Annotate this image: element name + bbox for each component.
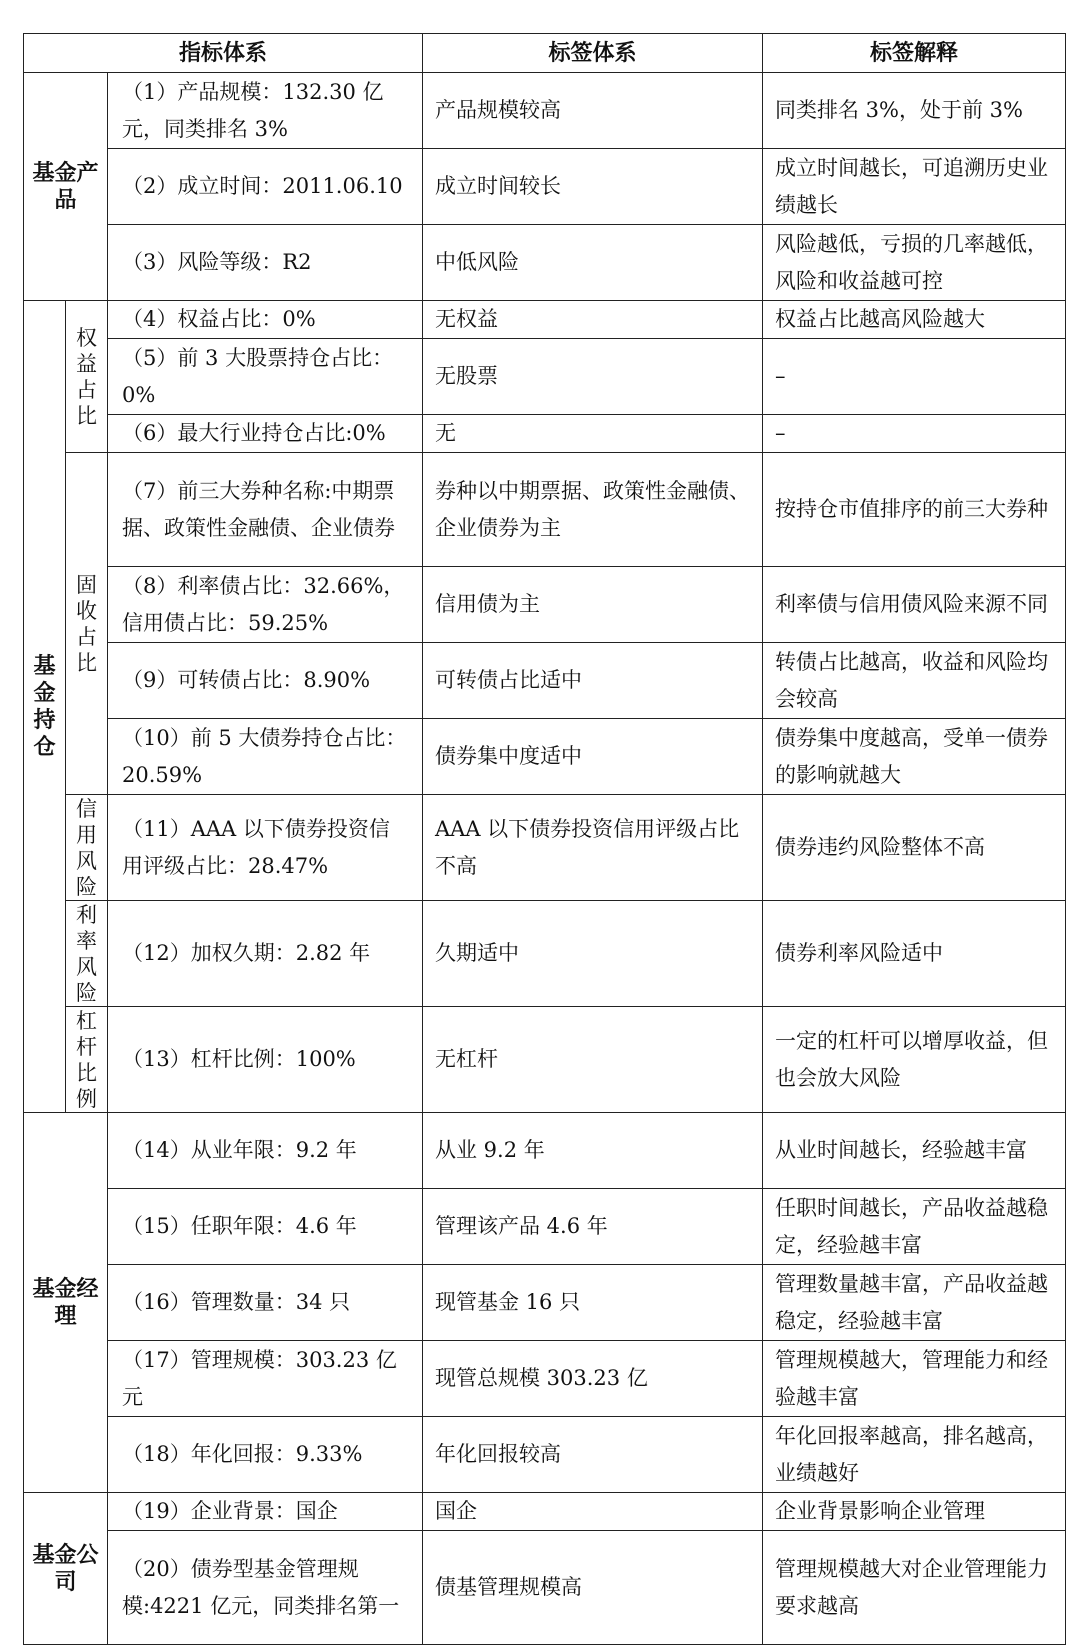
indicator-cell: （6）最大行业持仓占比:0%	[108, 415, 423, 453]
table-row	[24, 795, 1066, 901]
label-cell: 成立时间较长	[423, 149, 763, 225]
explain-cell: 管理数量越丰富，产品收益越稳定，经验越丰富	[763, 1265, 1066, 1341]
label-cell: 国企	[423, 1493, 763, 1531]
header-indicator: 指标体系	[24, 34, 423, 73]
table-row	[24, 1007, 1066, 1113]
table-row	[24, 1265, 1066, 1341]
label-cell: 债券集中度适中	[423, 719, 763, 795]
label-cell: 现管基金 16 只	[423, 1265, 763, 1341]
table-row	[24, 1417, 1066, 1493]
table-row	[24, 1113, 1066, 1189]
table-row	[24, 73, 1066, 149]
explain-cell: 同类排名 3%，处于前 3%	[763, 73, 1066, 149]
label-cell: 无杠杆	[423, 1007, 763, 1113]
explain-cell: –	[763, 415, 1066, 453]
indicator-cell: （15）任职年限：4.6 年	[108, 1189, 423, 1265]
subcategory-equity: 权益占比	[66, 301, 108, 453]
indicator-cell: （17）管理规模：303.23 亿元	[108, 1341, 423, 1417]
indicator-cell: （2）成立时间：2011.06.10	[108, 149, 423, 225]
subcategory-fixed-income: 固收占比	[66, 453, 108, 795]
table-row	[24, 719, 1066, 795]
table-row	[24, 415, 1066, 453]
document-page	[23, 33, 1065, 1645]
label-cell: 可转债占比适中	[423, 643, 763, 719]
explain-cell: 一定的杠杆可以增厚收益，但也会放大风险	[763, 1007, 1066, 1113]
category-product: 基金产品	[24, 73, 108, 301]
category-company: 基金公司	[24, 1493, 108, 1645]
explain-cell: 风险越低，亏损的几率越低，风险和收益越可控	[763, 225, 1066, 301]
table-row	[24, 339, 1066, 415]
table-row	[24, 1493, 1066, 1531]
explain-cell: 债券利率风险适中	[763, 901, 1066, 1007]
indicator-cell: （10）前 5 大债券持仓占比：20.59%	[108, 719, 423, 795]
header-label: 标签体系	[423, 34, 763, 73]
table-row	[24, 225, 1066, 301]
fund-tag-table	[23, 33, 1066, 1645]
table-row	[24, 453, 1066, 567]
table-row	[24, 901, 1066, 1007]
indicator-cell: （13）杠杆比例：100%	[108, 1007, 423, 1113]
indicator-cell: （18）年化回报：9.33%	[108, 1417, 423, 1493]
explain-cell: 债券违约风险整体不高	[763, 795, 1066, 901]
subcategory-leverage: 杠杆比例	[66, 1007, 108, 1113]
table-row	[24, 301, 1066, 339]
indicator-cell: （20）债券型基金管理规模:4221 亿元，同类排名第一	[108, 1531, 423, 1645]
label-cell: 券种以中期票据、政策性金融债、企业债券为主	[423, 453, 763, 567]
indicator-cell: （12）加权久期：2.82 年	[108, 901, 423, 1007]
subcategory-rate-risk: 利率风险	[66, 901, 108, 1007]
header-row	[24, 34, 1066, 73]
table-row	[24, 567, 1066, 643]
label-cell: 中低风险	[423, 225, 763, 301]
explain-cell: 管理规模越大，管理能力和经验越丰富	[763, 1341, 1066, 1417]
category-manager: 基金经理	[24, 1113, 108, 1493]
label-cell: 债基管理规模高	[423, 1531, 763, 1645]
explain-cell: 债券集中度越高，受单一债券的影响就越大	[763, 719, 1066, 795]
header-explain: 标签解释	[763, 34, 1066, 73]
explain-cell: 按持仓市值排序的前三大券种	[763, 453, 1066, 567]
indicator-cell: （14）从业年限：9.2 年	[108, 1113, 423, 1189]
table-row	[24, 1189, 1066, 1265]
label-cell: 年化回报较高	[423, 1417, 763, 1493]
indicator-cell: （5）前 3 大股票持仓占比：0%	[108, 339, 423, 415]
explain-cell: 利率债与信用债风险来源不同	[763, 567, 1066, 643]
label-cell: 久期适中	[423, 901, 763, 1007]
indicator-cell: （7）前三大券种名称:中期票据、政策性金融债、企业债券	[108, 453, 423, 567]
indicator-cell: （11）AAA 以下债券投资信用评级占比：28.47%	[108, 795, 423, 901]
indicator-cell: （19）企业背景：国企	[108, 1493, 423, 1531]
indicator-cell: （3）风险等级：R2	[108, 225, 423, 301]
label-cell: 信用债为主	[423, 567, 763, 643]
label-cell: 从业 9.2 年	[423, 1113, 763, 1189]
category-holdings: 基金持仓	[24, 301, 66, 1113]
subcategory-credit-risk: 信用风险	[66, 795, 108, 901]
indicator-cell: （9）可转债占比：8.90%	[108, 643, 423, 719]
label-cell: 无权益	[423, 301, 763, 339]
table-row	[24, 149, 1066, 225]
table-row	[24, 643, 1066, 719]
explain-cell: 权益占比越高风险越大	[763, 301, 1066, 339]
explain-cell: 任职时间越长，产品收益越稳定，经验越丰富	[763, 1189, 1066, 1265]
label-cell: 现管总规模 303.23 亿	[423, 1341, 763, 1417]
explain-cell: 管理规模越大对企业管理能力要求越高	[763, 1531, 1066, 1645]
explain-cell: 成立时间越长，可追溯历史业绩越长	[763, 149, 1066, 225]
explain-cell: 年化回报率越高，排名越高，业绩越好	[763, 1417, 1066, 1493]
label-cell: 产品规模较高	[423, 73, 763, 149]
label-cell: 管理该产品 4.6 年	[423, 1189, 763, 1265]
explain-cell: 从业时间越长，经验越丰富	[763, 1113, 1066, 1189]
table-row	[24, 1341, 1066, 1417]
indicator-cell: （8）利率债占比：32.66%，信用债占比：59.25%	[108, 567, 423, 643]
indicator-cell: （4）权益占比：0%	[108, 301, 423, 339]
label-cell: AAA 以下债券投资信用评级占比不高	[423, 795, 763, 901]
label-cell: 无	[423, 415, 763, 453]
explain-cell: 企业背景影响企业管理	[763, 1493, 1066, 1531]
table-row	[24, 1531, 1066, 1645]
indicator-cell: （16）管理数量：34 只	[108, 1265, 423, 1341]
explain-cell: –	[763, 339, 1066, 415]
explain-cell: 转债占比越高，收益和风险均会较高	[763, 643, 1066, 719]
label-cell: 无股票	[423, 339, 763, 415]
indicator-cell: （1）产品规模：132.30 亿元，同类排名 3%	[108, 73, 423, 149]
